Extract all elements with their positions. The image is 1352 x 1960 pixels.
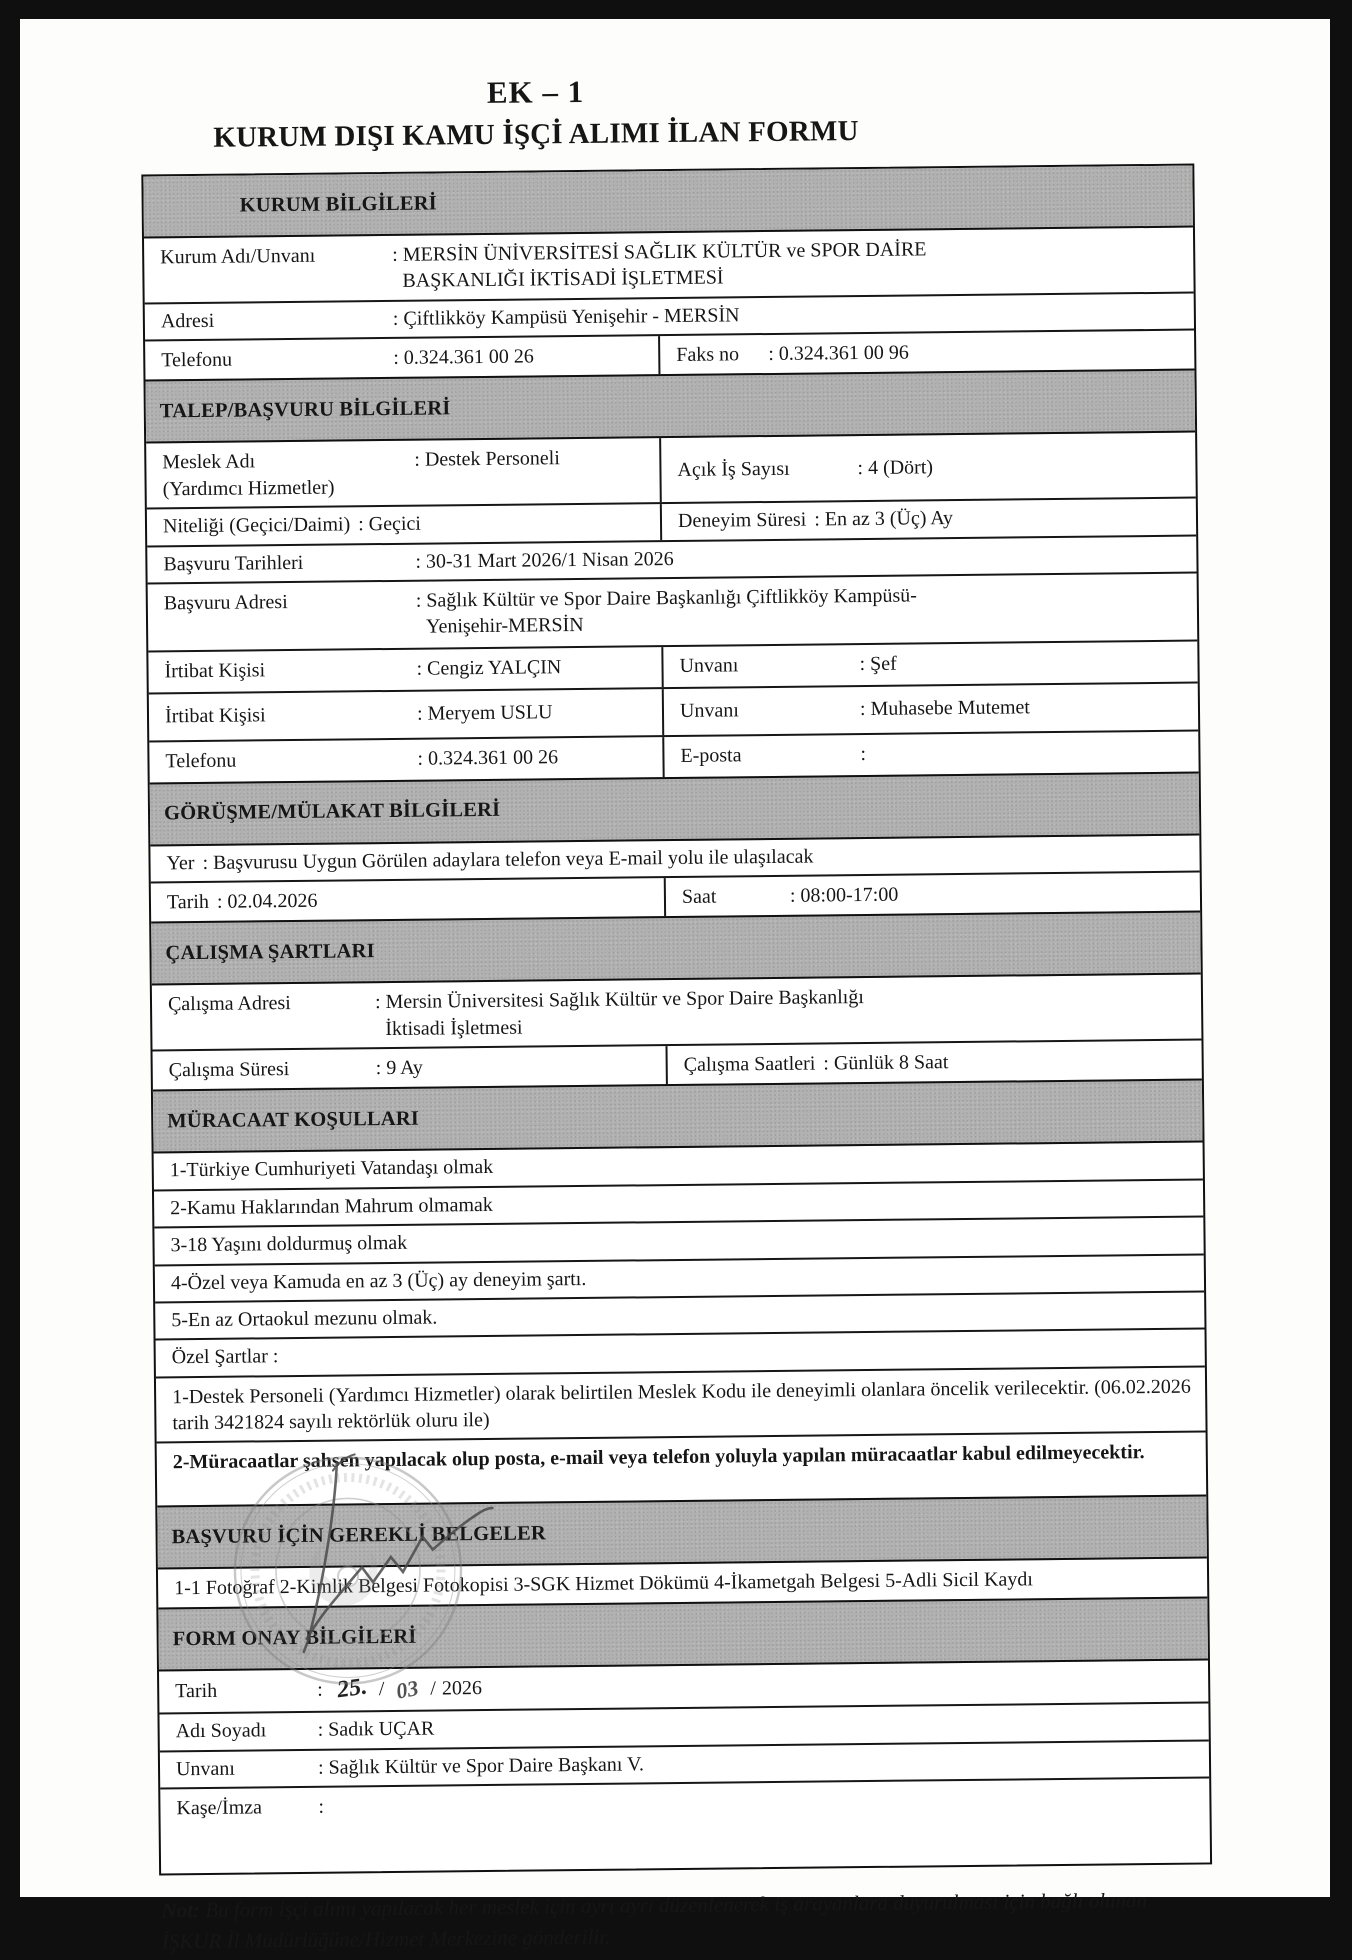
field-value: : Sağlık Kültür ve Spor Daire Başkanı V.: [317, 1752, 645, 1779]
condition-text: 1-Destek Personeli (Yardımcı Hizmetler) olarak belirtilen Meslek Kodu ile deneyimli olanlara öncelik verilecektir. (06.02.2026 tarih 3421824 sayılı rektörlük oluru ile): [172, 1375, 1191, 1435]
row-calisma-adresi: [152, 975, 1202, 1050]
field-label: Yer: [166, 851, 195, 875]
field-value: : Meryem USLU: [416, 701, 553, 725]
section-header-calisma: ÇALIŞMA ŞARTLARI: [151, 911, 1201, 986]
field-label: Tarih: [175, 1679, 218, 1703]
field-value: : 30-31 Mart 2026/1 Nisan 2026: [415, 547, 674, 573]
condition-text: 1-Türkiye Cumhuriyeti Vatandaşı olmak: [169, 1156, 494, 1182]
handwritten-day: 25.: [335, 1674, 369, 1704]
field-value: : Başvurusu Uygun Görülen adaylara telefon veya E-mail yolu ile ulaşılacak: [202, 845, 814, 874]
belgeler-text: 1-1 Fotoğraf 2-Kimlik Belgesi Fotokopisi 3-SGK Hizmet Dökümü 4-İkametgah Belgesi 5-Adli Sicil Kaydı: [174, 1568, 1034, 1600]
field-value: : MERSİN ÜNİVERSİTESİ SAĞLIK KÜLTÜR ve SPOR DAİRE BAŞKANLIĞI İKTİSADİ İŞLETMESİ: [392, 238, 927, 293]
field-value: : Cengiz YALÇIN: [416, 656, 562, 680]
field-value: : Sağlık Kültür ve Spor Daire Başkanlığı Çiftlikköy Kampüsü- Yenişehir-MERSİN: [415, 584, 917, 639]
field-value: : Mersin Üniversitesi Sağlık Kültür ve Spor Daire Başkanlığı İktisadi İşletmesi: [374, 986, 864, 1040]
field-value: : 0.324.361 00 26: [393, 345, 534, 369]
field-label: Unvanı: [679, 654, 739, 678]
condition-text: 2-Kamu Haklarından Mahrum olmamak: [170, 1193, 493, 1220]
section-header-form-onay: FORM ONAY BİLGİLERİ: [158, 1597, 1208, 1672]
field-label: İrtibat Kişisi: [164, 704, 266, 728]
field-label: Faks no: [676, 342, 740, 366]
title-block: [140, 68, 931, 158]
row-kurum-adi: [144, 228, 1194, 303]
condition-item-ozel-1: [156, 1365, 1206, 1442]
condition-text: 2-Müracaatlar şahsen yapılacak olup posta, e-mail veya telefon yoluyla yapılan müracaatlar kabul edilmeyecektir.: [172, 1441, 1145, 1474]
field-label: Başvuru Tarihleri: [163, 551, 304, 575]
field-label: Unvanı: [175, 1757, 236, 1780]
field-value: : En az 3 (Üç) Ay: [814, 507, 954, 531]
field-label: Saat: [681, 885, 717, 908]
section-header-gorusme: GÖRÜŞME/MÜLAKAT BİLGİLERİ: [150, 771, 1200, 846]
field-label: Çalışma Süresi: [168, 1057, 290, 1081]
field-label: E-posta: [680, 744, 742, 768]
field-value: : 4 (Dört): [857, 455, 934, 479]
field-value: : Sadık UÇAR: [317, 1717, 435, 1741]
field-label: Niteliği (Geçici/Daimi): [162, 513, 351, 538]
field-label: Meslek Adı (Yardımcı Hizmetler): [162, 450, 335, 501]
field-label: Adresi: [160, 309, 215, 333]
page-content: [12, 12, 1342, 1954]
field-label: Adı Soyadı: [175, 1719, 267, 1743]
field-value: :: [860, 743, 867, 766]
field-value: : 08:00-17:00: [789, 883, 899, 907]
field-value: : Şef: [859, 652, 897, 676]
condition-text: 5-En az Ortaokul mezunu olmak.: [171, 1306, 438, 1332]
field-value: :: [318, 1795, 325, 1818]
date-separator: /: [430, 1677, 437, 1700]
field-label: Başvuru Adresi: [163, 590, 288, 615]
row-kase-imza: [160, 1776, 1210, 1873]
field-value: : 02.04.2026: [216, 889, 318, 913]
date-separator: /: [378, 1678, 385, 1701]
field-label: Kurum Adı/Unvanı: [160, 244, 316, 269]
field-value: : 0.324.361 00 26: [417, 746, 559, 770]
condition-text: 4-Özel veya Kamuda en az 3 (Üç) ay deneyim şartı.: [170, 1267, 587, 1294]
field-value: : Muhasebe Mutemet: [859, 696, 1031, 721]
field-value: : Günlük 8 Saat: [823, 1050, 949, 1075]
field-label: Çalışma Adresi: [167, 992, 291, 1016]
field-value: : 0.324.361 00 96: [768, 341, 909, 365]
section-header-belgeler: BAŞVURU İÇİN GEREKLİ BELGELER: [157, 1495, 1207, 1570]
field-value: : Geçici: [358, 512, 422, 536]
date-colon: :: [317, 1678, 323, 1701]
handwritten-month: 03: [394, 1674, 421, 1704]
condition-text: 3-18 Yaşını doldurmuş olmak: [170, 1231, 408, 1257]
condition-text: Özel Şartlar :: [171, 1345, 279, 1369]
section-header-muracaat: MÜRACAAT KOŞULLARI: [153, 1079, 1203, 1154]
field-label: Kaşe/İmza: [176, 1796, 263, 1820]
field-value: : 9 Ay: [375, 1056, 423, 1079]
field-label: Tarih: [166, 890, 209, 913]
section-header-kurum-bilgileri: KURUM BİLGİLERİ: [143, 166, 1193, 239]
field-label: Telefonu: [165, 749, 237, 773]
row-basvuru-adresi: [148, 571, 1198, 650]
form-table: [141, 164, 1212, 1876]
field-label: İrtibat Kişisi: [164, 659, 266, 683]
field-value: : Çiftlikköy Kampüsü Yenişehir - MERSİN: [392, 304, 740, 330]
field-label: Telefonu: [161, 348, 233, 372]
scanned-page: [20, 19, 1330, 1954]
field-value: : Destek Personeli: [414, 447, 560, 472]
condition-item-ozel-2: [157, 1431, 1207, 1506]
footer-note: [161, 1885, 1170, 1959]
footer-note-text: Bu form işçi alımı yapılacak her meslek için ayrı ayrı düzenlenerek iş arayanlara duyurulması için bağlı olunan İŞKUR İl Müdürlüğüne/Hizmet Merkezine gönderilir.: [161, 1888, 1148, 1954]
field-label: Deneyim Süresi: [677, 508, 807, 533]
row-meslek-adi: [146, 433, 1196, 508]
date-year: 2026: [441, 1677, 483, 1700]
page-title: KURUM DIŞI KAMU İŞÇİ ALIMI İLAN FORMU: [213, 115, 859, 154]
field-label: Açık İş Sayısı: [677, 457, 790, 481]
field-label: Unvanı: [679, 699, 739, 723]
field-label: Çalışma Saatleri: [683, 1052, 816, 1076]
footer-note-label: Not:: [161, 1897, 201, 1923]
section-header-talep-basvuru: TALEP/BAŞVURU BİLGİLERİ: [145, 369, 1195, 444]
attachment-label: EK – 1: [486, 73, 585, 110]
